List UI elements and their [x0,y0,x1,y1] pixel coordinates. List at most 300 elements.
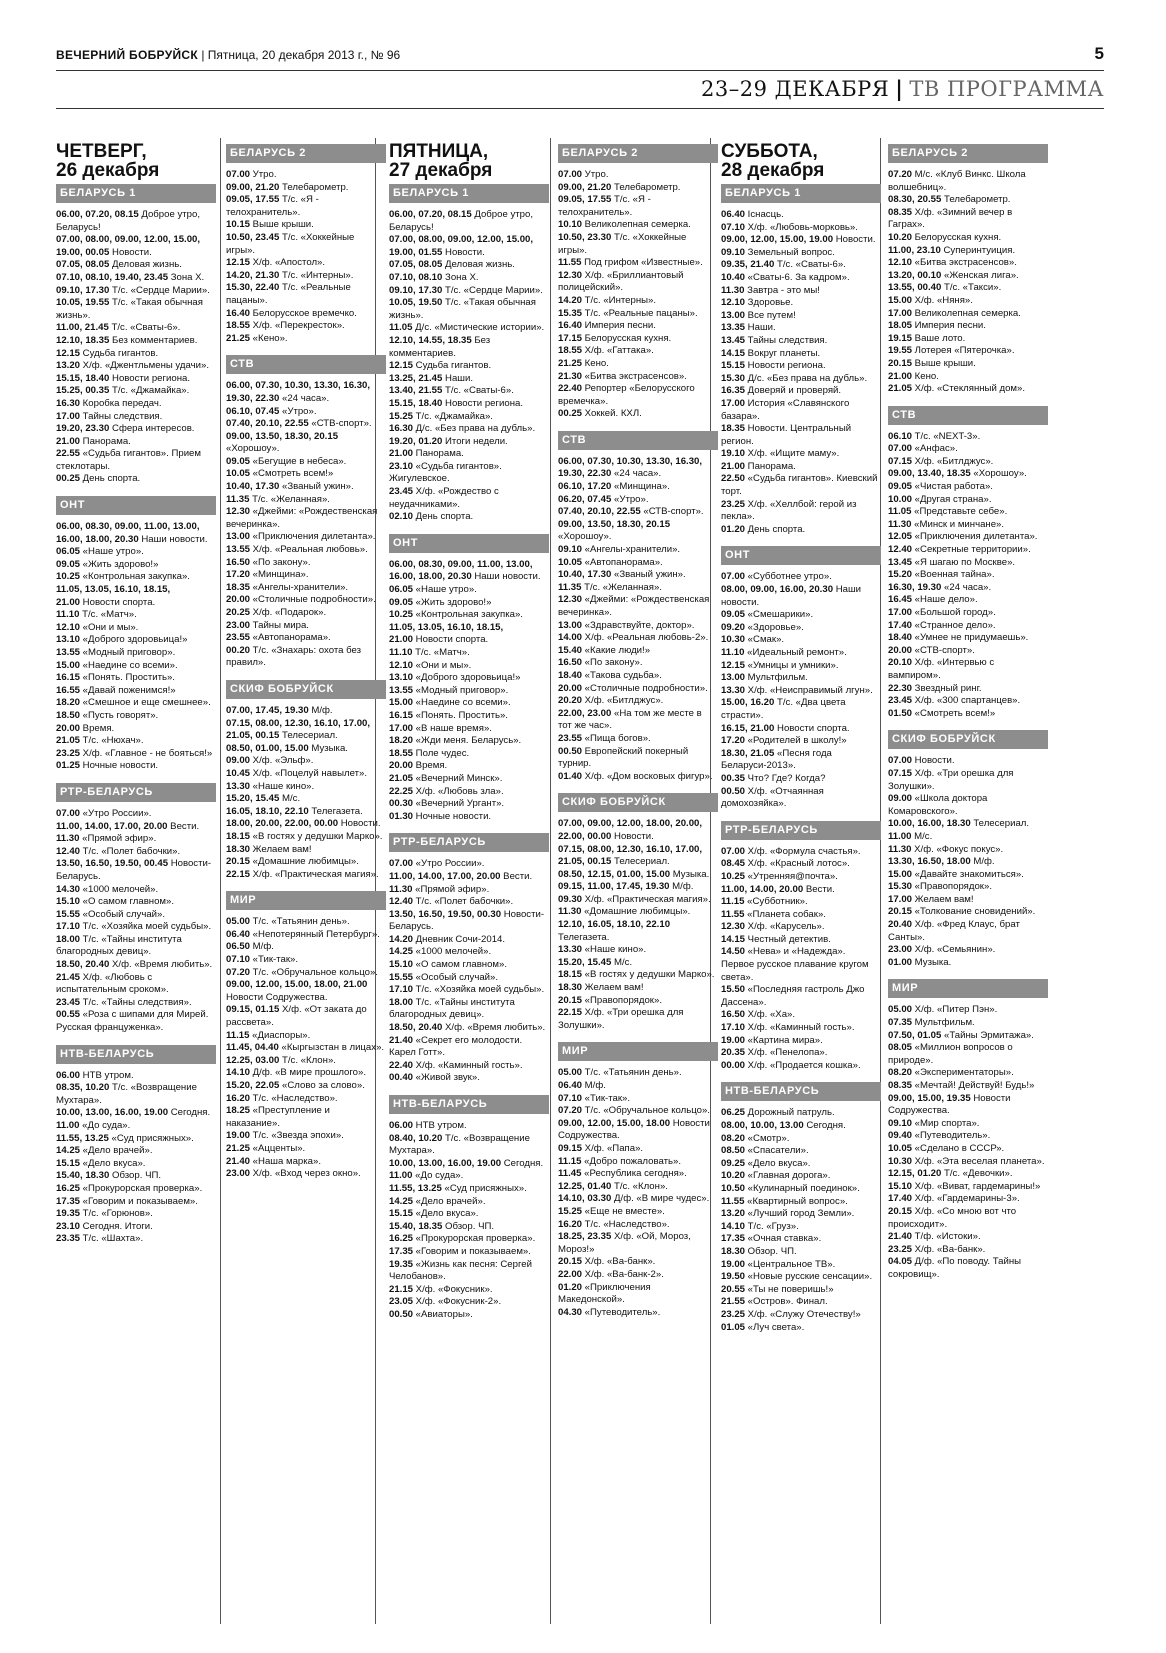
program-title: НТВ утром. [413,1120,467,1131]
program-title: Х/ф. «Фред Клаус, брат Санты». [888,919,1020,943]
program-time: 11.00, 14.00, 20.00 [721,883,804,895]
program-time: 10.25 [721,870,746,882]
program-title: М/ф. [970,856,995,868]
program-time: 20.10 [888,657,913,669]
program-title: Т/с. «Хоккейные игры». [558,231,687,256]
program-time: 15.20 [888,569,913,581]
program-entry [721,524,881,537]
program-time: 21.00 [389,634,414,646]
program-entry [226,1130,386,1143]
program-title: Вести. [167,820,200,832]
program-time: 05.00 [558,1067,583,1079]
program-time: 18.15 [226,830,251,842]
program-entry [56,1233,216,1246]
program-title: НТВ утром. [80,1069,134,1081]
program-time: 14.20 [558,294,583,306]
program-time: 07.00 [56,807,81,819]
program-entry [389,760,549,773]
program-time: 08.35, 10.20 [56,1082,110,1094]
program-entry [389,609,549,622]
program-time: 07.00, 17.45, 19.30 [226,704,309,716]
program-entry [721,786,881,811]
program-title: Х/ф. «Джентльмены удачи». [80,360,209,372]
program-time: 11.55 [721,908,745,920]
program-entry [721,1107,881,1120]
program-title: Т/с. «Клон». [279,1054,336,1066]
program-title: Т/с. «Шахта». [80,1233,144,1245]
program-time: 07.05, 08.05 [56,259,110,271]
program-time: 02.10 [389,511,414,523]
program-time: 06.00 [389,1120,414,1131]
program-entry [558,232,718,257]
program-time: 12.30 [558,269,583,281]
program-title: Х/ф. «Служу Отечеству!» [745,1308,861,1320]
program-time: 07.00 [888,443,913,455]
program-title: «Хорошоу». [226,443,280,455]
program-time: 11.00, 23.10 [888,244,941,256]
block-spacer [226,881,386,887]
program-time: 09.05, 17.55 [226,194,280,206]
program-time: 23.00 [226,619,251,631]
program-entry [721,672,881,685]
program-time: 08.00, 09.00, 16.00, 20.30 [721,584,834,596]
program-time: 21.05 [888,383,913,395]
program-entry [558,519,718,544]
program-entry [226,506,386,531]
program-title: «Наше кино». [582,944,647,956]
program-entry [389,972,549,985]
program-entry [558,345,718,358]
program-time: 13.30, 16.50, 18.00 [888,856,971,868]
program-title: Х/ф. «300 спартанцев». [912,695,1021,707]
program-time: 08.20 [721,1132,746,1144]
program-entry [558,746,718,771]
program-title: Желаем вам! [250,843,312,855]
program-entry [389,1296,549,1309]
program-title: Т/с. «Желанная». [249,493,330,505]
program-entry [721,272,881,285]
program-entry [888,282,1048,295]
program-entry [389,622,549,635]
channel-header: СКИФ БОБРУЙСК [226,680,386,699]
program-title: «Приключения Македонской». [558,1281,651,1306]
program-title: Коробка передач. [80,397,162,409]
program-title: Обзор. ЧП. [745,1245,797,1257]
program-entry [721,1035,881,1048]
program-time: 16.20 [558,1218,583,1230]
program-time: 22.00, 23.00 [558,707,612,719]
program-entry [721,622,881,635]
program-time: 15.55 [56,908,81,920]
program-title: «24 часа». [611,468,662,480]
program-time: 14.10, 03.30 [558,1193,612,1205]
program-entry [389,1022,549,1035]
program-time: 13.25, 21.45 [389,372,443,384]
program-title: М/с. [911,830,933,842]
program-entry [888,657,1048,682]
program-title: Х/ф. «Подарок». [250,607,327,618]
program-title: «Мечтай! Действуй! Будь!» [912,1080,1035,1091]
program-entry [56,1082,216,1107]
program-time: 16.50 [226,556,251,568]
program-entry [389,1284,549,1297]
program-entry [389,1133,549,1158]
program-title: Х/ф. «Реальная любовь-2». [582,632,709,644]
program-time: 07.00, 08.00, 09.00, 12.00, 15.00, 19.00, 00.05 [56,234,201,258]
program-time: 15.30 [721,372,746,384]
program-time: 15.10 [56,896,81,908]
program-title: Х/ф. «Хеллбой: герой из пекла». [721,498,857,523]
program-time: 10.50 [721,1182,746,1194]
program-time: 11.00, 14.00, 17.00, 20.00 [56,820,168,832]
program-title: Т/с. «Татьянин день». [250,916,350,928]
program-title: Х/ф. «Фокусник-2». [413,1296,502,1308]
program-title: Утро. [250,169,277,180]
program-entry [226,869,386,882]
program-time: 16.20 [226,1092,251,1104]
program-time: 19.50 [721,1271,746,1283]
program-entry [888,270,1048,283]
program-title: Т/с. «Два цвета страсти». [721,697,846,721]
program-time: 11.30 [721,284,745,296]
channel-header: ОНТ [721,546,881,565]
program-title: Т/с. «Такая обычная жизнь». [56,297,203,321]
program-time: 09.10 [721,246,746,258]
program-time: 18.30 [558,982,583,994]
program-time: 07.10 [558,1092,583,1104]
program-entry [56,821,216,834]
program-time: 08.00, 10.00, 13.00 [721,1120,804,1131]
program-title: День спорта. [80,473,141,485]
program-time: 12.05 [888,531,913,543]
program-entry [389,436,549,449]
program-time: 19.00 [721,1034,746,1046]
program-entry [226,569,386,582]
program-entry [56,584,216,597]
program-time: 09.10 [558,544,583,556]
program-entry [721,297,881,310]
program-title: «Жди меня. Беларусь». [413,735,522,747]
program-time: 18.50, 20.40 [56,959,110,971]
program-time: 10.45 [226,767,251,779]
program-title: «Странное дело». [912,619,996,631]
program-title: «Они и мы». [80,621,139,633]
program-entry [226,929,386,942]
program-title: «Путеводитель». [582,1306,661,1318]
program-entry [721,748,881,773]
program-time: 17.00 [888,307,913,319]
program-title: Обзор. ЧП. [442,1220,495,1232]
program-title: «Понять. Простить». [80,672,175,684]
program-time: 17.00 [56,410,81,422]
program-title: Х/ф. «Гаттака». [582,345,654,357]
program-entry [888,695,1048,708]
program-title: «Дело врачей». [413,1195,486,1207]
program-entry [558,818,718,843]
program-time: 13.50, 16.50, 19.50, 00.45 [56,858,169,870]
masthead [56,44,1104,71]
program-time: 00.55 [56,1009,81,1021]
program-time: 18.30, 21.05 [721,747,775,759]
program-title: «Минск и минчане». [911,518,1005,530]
program-title: «До суда». [412,1170,464,1182]
program-entry [558,995,718,1008]
program-entry [558,194,718,219]
program-entry [888,793,1048,818]
program-entry [888,481,1048,494]
program-title: «О самом главном». [413,959,508,971]
program-entry [226,481,386,494]
program-title: «Экспериментаторы». [912,1067,1014,1079]
program-time: 06.40 [558,1080,583,1091]
program-entry [389,234,549,259]
program-time: 07.10 [721,221,746,233]
program-title: Новости региона. [745,360,826,372]
program-time: 05.00 [888,1004,913,1016]
program-time: 20.15 [558,994,583,1006]
program-time: 09.35, 21.40 [721,259,775,271]
program-entry [226,531,386,544]
program-time: 06.10, 07.45 [226,405,280,417]
program-entry [721,1158,881,1171]
program-time: 07.00 [721,845,746,857]
program-time: 08.05 [888,1042,913,1054]
program-time: 14.25 [389,1195,414,1207]
program-title: «Очная ставка». [745,1233,822,1245]
program-time: 12.10, 16.05, 18.10, 22.10 [558,919,671,931]
program-entry [721,921,881,934]
program-title: Зона Х. [442,271,479,283]
program-title: «Дело вкуса». [80,1157,146,1169]
program-entry [721,385,881,398]
program-title: «Приключения дилетанта». [250,531,376,543]
program-title: Д/с. «Мистические истории». [412,322,545,334]
program-time: 21.15 [389,1283,414,1295]
program-title: Т/с. «Обручальное кольцо». [250,966,378,978]
program-title: Телегазета. [558,931,610,943]
program-title: «По закону». [582,657,643,669]
program-time: 06.40 [721,209,746,220]
program-title: Тайны следствия. [745,334,828,346]
program-title: Честный детектив. [745,933,831,945]
program-title: «Смотр». [745,1132,790,1144]
program-entry [888,295,1048,308]
program-title: Х/ф. «Время любить». [109,959,213,971]
block-spacer [56,1246,216,1252]
block-spacer [721,1334,881,1340]
channel-header: РТР-БЕЛАРУСЬ [389,833,549,852]
program-title: «Другая страна». [912,493,992,505]
program-time: 18.00, 20.00, 22.00, 00.00 [226,818,339,830]
program-title: Наши. [745,322,776,334]
program-title: «Мир спорта». [912,1117,980,1129]
program-time: 14.10 [226,1067,251,1079]
program-entry [888,557,1048,570]
program-entry [721,234,881,247]
title-separator: | [895,76,904,101]
program-time: 07.00, 08.00, 09.00, 12.00, 15.00, 19.00, 01.55 [389,234,534,258]
program-entry [389,748,549,761]
program-entry [389,858,549,871]
program-time: 12.10 [888,257,913,269]
program-entry [56,209,216,234]
program-time: 15.15, 18.40 [56,372,110,384]
program-title: «Представьте себе». [911,506,1008,518]
program-time: 08.30, 20.55 [888,194,942,206]
program-title: «СТВ-спорт». [912,644,975,656]
program-entry [56,858,216,883]
program-entry [56,1208,216,1221]
program-entry [721,609,881,622]
program-title: Новости. [912,755,955,767]
program-title: «Республика сегодня». [581,1168,687,1180]
program-entry [226,954,386,967]
program-title: Т/с. «Я - телохранитель». [226,194,319,218]
program-title: Х/ф. «Вход через окно». [250,1168,361,1180]
program-title: Телесериал. [970,818,1030,830]
program-entry [721,984,881,1009]
program-title: Империя песни. [912,320,986,332]
program-time: 21.45 [56,971,81,983]
program-time: 20.15 [888,357,913,369]
program-entry [721,259,881,272]
program-entry [888,320,1048,333]
program-time: 23.25 [888,1243,913,1255]
program-entry [558,1193,718,1206]
program-entry [888,607,1048,620]
program-title: Кено. [582,357,609,369]
program-title: Т/с. «Знахарь: охота без правил». [226,644,362,669]
program-title: «Женская лига». [941,269,1019,281]
program-entry [558,383,718,408]
program-time: 12.40 [56,845,81,857]
program-title: Х/ф. «Ва-банк». [582,1256,656,1268]
program-title: «СТВ-спорт». [308,418,372,430]
program-title: «Пусть говорят». [80,709,159,721]
program-title: Новости региона. [442,397,523,409]
program-time: 22.50 [721,473,746,485]
program-entry [721,209,881,222]
program-title: М/ф. [582,1080,606,1091]
program-title: Вести. [803,883,835,895]
program-time: 11.35 [558,581,582,593]
program-entry [721,934,881,947]
program-time: 10.40, 17.30 [558,569,612,581]
program-entry [56,272,216,285]
program-title: «Утро». [279,405,317,417]
program-entry [56,997,216,1010]
program-entry [558,645,718,658]
program-entry [56,1133,216,1146]
program-time: 20.15 [558,1256,583,1268]
program-title: Х/ф. «Ой, Мороз, Мороз!» [558,1231,691,1255]
program-time: 11.00, 21.45 [56,322,109,334]
program-entry [226,232,386,257]
program-entry [888,207,1048,232]
program-time: 07.00, 09.00, 12.00, 18.00, 20.00, 22.00, 00.00 [558,818,703,842]
program-entry [56,521,216,546]
program-entry [389,1246,549,1259]
channel-header: РТР-БЕЛАРУСЬ [721,821,881,840]
program-entry [56,884,216,897]
program-entry [888,494,1048,507]
program-entry [721,858,881,871]
program-entry [558,944,718,957]
program-entry [721,660,881,673]
program-entry [226,979,386,1004]
program-time: 12.15 [226,257,251,269]
program-title: «Они и мы». [413,659,472,671]
program-time: 00.00 [721,1059,746,1071]
program-entry [888,645,1048,658]
program-time: 12.10, 18.35 [56,334,110,346]
program-title: «Контрольная закупка». [413,609,523,621]
program-time: 08.20 [888,1067,913,1079]
program-time: 22.00 [558,1268,583,1280]
program-entry [56,597,216,610]
program-entry [888,468,1048,481]
program-title: «Джейми: «Рождественская вечеринка». [558,594,710,618]
program-title: Белорусское времечко. [250,307,357,319]
program-time: 11.00 [888,830,912,842]
program-time: 01.05 [721,1321,746,1333]
program-title: Завтра - это мы! [744,284,820,296]
program-entry [888,345,1048,358]
program-title: Дорожный патруль. [745,1107,835,1119]
program-time: 18.55 [389,747,414,759]
program-entry [389,660,549,673]
program-title: Т/с. «Полет бабочки». [413,896,514,908]
program-title: Без комментариев. [389,334,491,359]
program-time: 15.25, 00.35 [56,385,110,397]
program-title: М/с. [611,956,633,968]
program-entry [389,946,549,959]
program-title: «Остров». Финал. [745,1296,828,1308]
program-entry [226,182,386,195]
program-entry [721,1309,881,1322]
program-time: 20.00 [226,594,251,606]
program-time: 10.30 [888,1155,913,1167]
program-title: «1000 мелочей». [413,946,492,958]
program-time: 04.05 [888,1256,913,1268]
program-time: 18.25, 23.35 [558,1231,612,1243]
program-entry [226,1168,386,1181]
program-entry [226,594,386,607]
program-title: «На том же месте в тот же час». [558,707,702,732]
program-time: 13.30 [558,944,583,956]
program-title: Дневник Сочи-2014. [413,933,506,945]
program-entry [888,383,1048,396]
program-title: Деловая жизнь. [442,259,515,271]
program-entry [389,1120,549,1133]
program-title: Т/с. «Тайны следствия». [80,996,192,1008]
program-entry [558,844,718,869]
channel-header: БЕЛАРУСЬ 2 [888,144,1048,163]
channel-header: НТВ-БЕЛАРУСЬ [389,1095,549,1114]
program-entry [389,373,549,386]
program-title: Х/ф. «Каминный гость». [745,1022,855,1034]
program-time: 11.00 [389,1170,413,1182]
program-entry [888,371,1048,384]
program-time: 19.15 [888,332,913,344]
program-title: Х/ф. «Красный лотос». [745,858,850,870]
program-entry [558,1181,718,1194]
program-entry [56,609,216,622]
program-title: «Родителей в школу!» [745,735,847,747]
program-entry [389,1183,549,1196]
program-entry [721,322,881,335]
block-spacer [721,1072,881,1078]
